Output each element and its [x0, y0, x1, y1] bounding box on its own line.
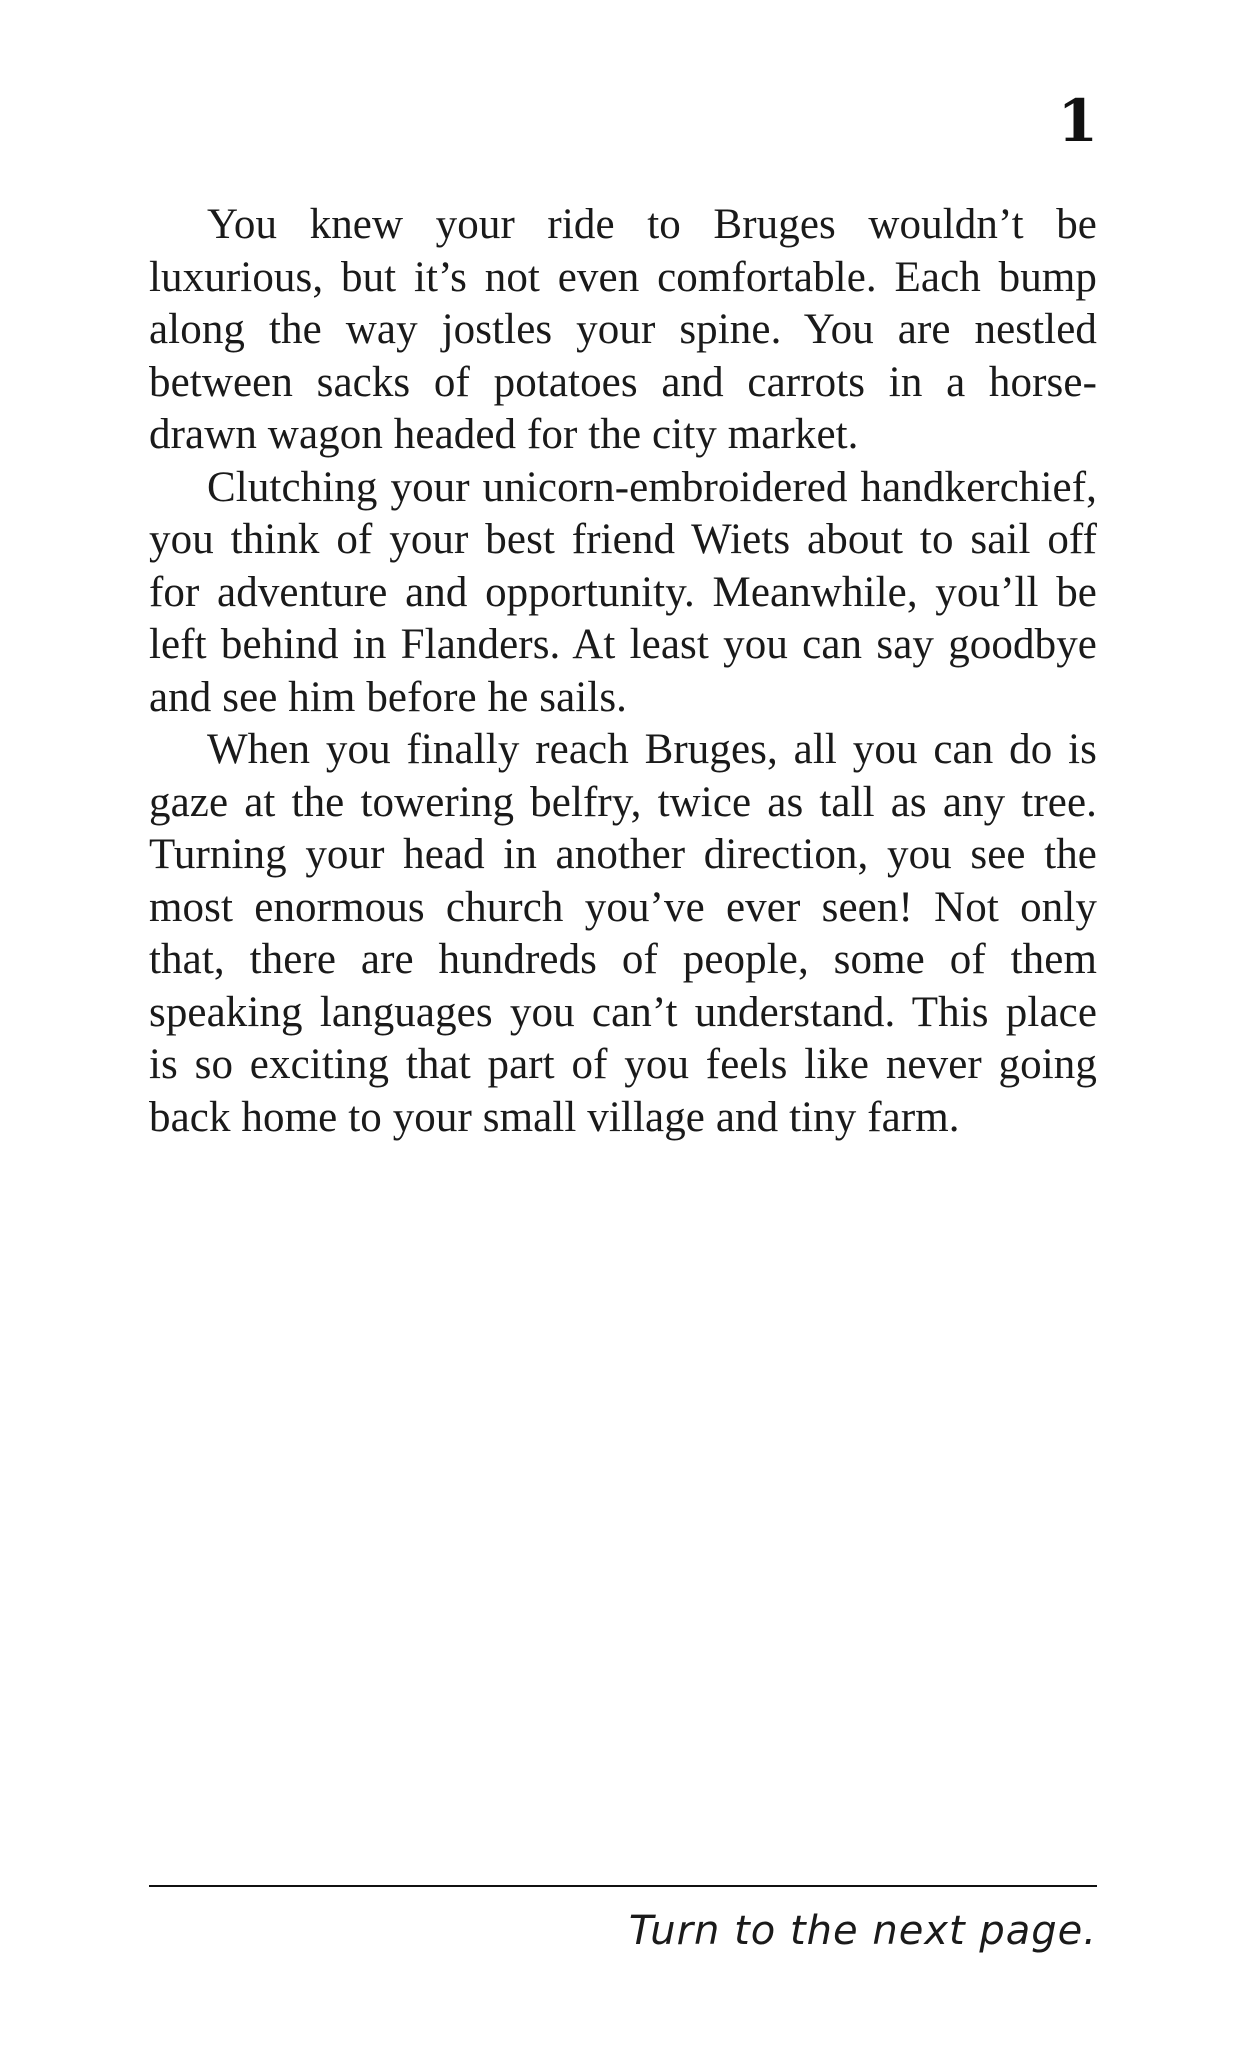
- page-number: 1: [1057, 87, 1098, 155]
- footer-divider: [149, 1885, 1097, 1887]
- paragraph-2: Clutching your unicorn-embroidered handkerchief, you think of your best friend Wiets about to sail off for adventure and opportunity. Meanwhile, you’ll be left behind in Flanders. At least you can say goodbye and see him before he sails.: [149, 463, 1097, 721]
- paragraph-3: When you finally reach Bruges, all you can do is gaze at the towering belfry, twice as tall as any tree. Turning your head in another direction, you see the most enormous church you’ve ever seen! Not only that, there are hundreds of people, some of them speaking languages you can’t understand. This place is so exciting that part of you feels like never going back home to your small village and tiny farm.: [149, 726, 1097, 1141]
- next-page-prompt: Turn to the next page.: [628, 1908, 1097, 1954]
- story-text: [149, 199, 1097, 1144]
- paragraph-1: You knew your ride to Bruges wouldn’t be luxurious, but it’s not even comfortable. Each bump along the way jostles your spine. You are nestled between sacks of potatoes and carrots in a horse-drawn wagon headed for the city market.: [149, 201, 1097, 458]
